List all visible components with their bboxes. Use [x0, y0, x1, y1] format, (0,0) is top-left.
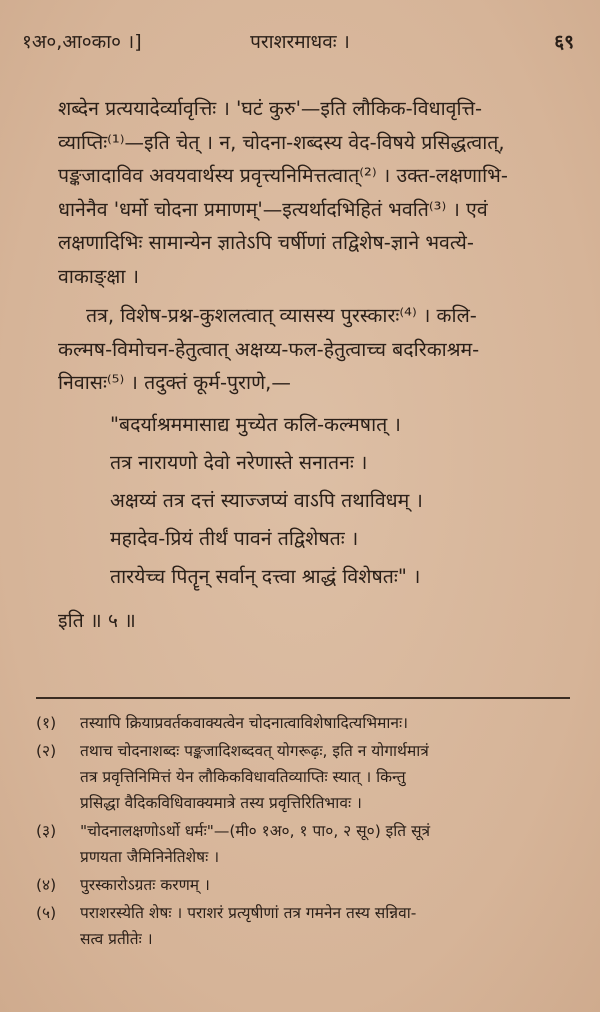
text-line: निवासः⁽⁵⁾ । तदुक्तं कूर्म-पुराणे,—: [58, 371, 291, 394]
verse-line: अक्षय्यं तत्र दत्तं स्याज्जप्यं वाऽपि तथाविधम् ।: [110, 488, 423, 512]
footnote-divider: [36, 697, 570, 699]
verse-line: "बदर्याश्रममासाद्य मुच्येत कलि-कल्मषात् ।: [110, 412, 401, 436]
section-end-marker: इति ॥ ५ ॥: [58, 608, 136, 632]
page-header: [22, 28, 578, 58]
header-section-ref: १अ०,आ०का० ।]: [22, 31, 142, 53]
verse-quotation: [110, 406, 576, 596]
footnote-line: "चोदनालक्षणोऽर्थो धर्मः"—(मी० १अ०, १ पा०, २ सू०) इति सूत्रं: [80, 822, 431, 840]
footnote-line: तस्यापि क्रियाप्रवर्तकवाक्यत्वेन चोदनात्वाविशेषादित्यभिमानः।: [80, 714, 409, 732]
footnote-line: प्रसिद्धा वैदिकविधिवाक्यमात्रे तस्य प्रवृत्तिरितिभावः ।: [80, 794, 362, 812]
page-number: ६९: [554, 31, 574, 53]
footnote-text: [80, 872, 572, 898]
footnote-text: [80, 710, 572, 736]
text-line: व्याप्तिः⁽¹⁾—इति चेत् । न, चोदना-शब्दस्य वेद-विषये प्रसिद्धत्वात्,: [58, 130, 505, 154]
verse-line: तत्र नारायणो देवो नरेणास्ते सनातनः ।: [110, 450, 368, 474]
text-line: कल्मष-विमोचन-हेतुत्वात् अक्षय्य-फल-हेतुत्वाच्च बदरिकाश्रम-: [58, 337, 480, 361]
text-line: धानेनैव 'धर्मो चोदना प्रमाणम्'—इत्यर्थादभिहितं भवति⁽³⁾ । एवं: [58, 197, 488, 221]
footnote-line: पुरस्कारोऽग्रतः करणम् ।: [80, 876, 210, 894]
footnote-2: [36, 738, 572, 816]
footnotes: [36, 710, 572, 954]
footnote-number: (४): [36, 876, 57, 894]
footnote-line: पराशरस्येति शेषः । पराशरं प्रत्यृषीणां तत्र गमनेन तस्य सन्निवा-: [80, 904, 417, 922]
header-title: पराशरमाधवः ।: [250, 31, 350, 53]
paragraph-1: [58, 92, 576, 293]
footnote-number: (३): [36, 822, 57, 840]
footnote-3: [36, 818, 572, 870]
footnote-4: [36, 872, 572, 898]
text-line: वाकाङ्क्षा ।: [58, 264, 139, 288]
footnote-1: [36, 710, 572, 736]
verse-line: तारयेच्च पितॄन् सर्वान् दत्त्वा श्राद्धं विशेषतः" ।: [110, 564, 421, 588]
text-line: तत्र, विशेष-प्रश्न-कुशलत्वात् व्यासस्य पुरस्कारः⁽⁴⁾ । कलि-: [86, 304, 477, 327]
footnote-line: प्रणयता जैमिनिनेतिशेषः ।: [80, 848, 220, 866]
footnote-number: (२): [36, 742, 57, 760]
paragraph-2: [58, 299, 576, 400]
footnote-number: (५): [36, 904, 57, 922]
text-line: लक्षणादिभिः सामान्येन ज्ञातेऽपि चर्षीणां तद्विशेष-ज्ञाने भवत्ये-: [58, 231, 474, 254]
footnote-line: सत्व प्रतीतेः ।: [80, 930, 153, 948]
footnote-line: तत्र प्रवृत्तिनिमित्तं येन लौकिकविधावतिव्याप्तिः स्यात् । किन्तु: [80, 768, 406, 786]
footnote-text: [80, 900, 572, 952]
footnote-number: (१): [36, 714, 57, 732]
footnote-text: [80, 738, 572, 816]
verse-line: महादेव-प्रियं तीर्थं पावनं तद्विशेषतः ।: [110, 526, 359, 550]
footnote-5: [36, 900, 572, 952]
main-text: [58, 92, 576, 637]
text-line: शब्देन प्रत्ययादेर्व्यावृत्तिः । 'घटं कुरु'—इति लौकिक-विधावृत्ति-: [58, 97, 483, 120]
footnote-text: [80, 818, 572, 870]
footnote-line: तथाच चोदनाशब्दः पङ्कजादिशब्दवत् योगरूढ़ः, इति न योगार्थमात्रं: [80, 742, 429, 760]
text-line: पङ्कजादाविव अवयवार्थस्य प्रवृत्त्यनिमित्तत्वात्⁽²⁾ । उक्त-लक्षणाभि-: [58, 164, 508, 187]
